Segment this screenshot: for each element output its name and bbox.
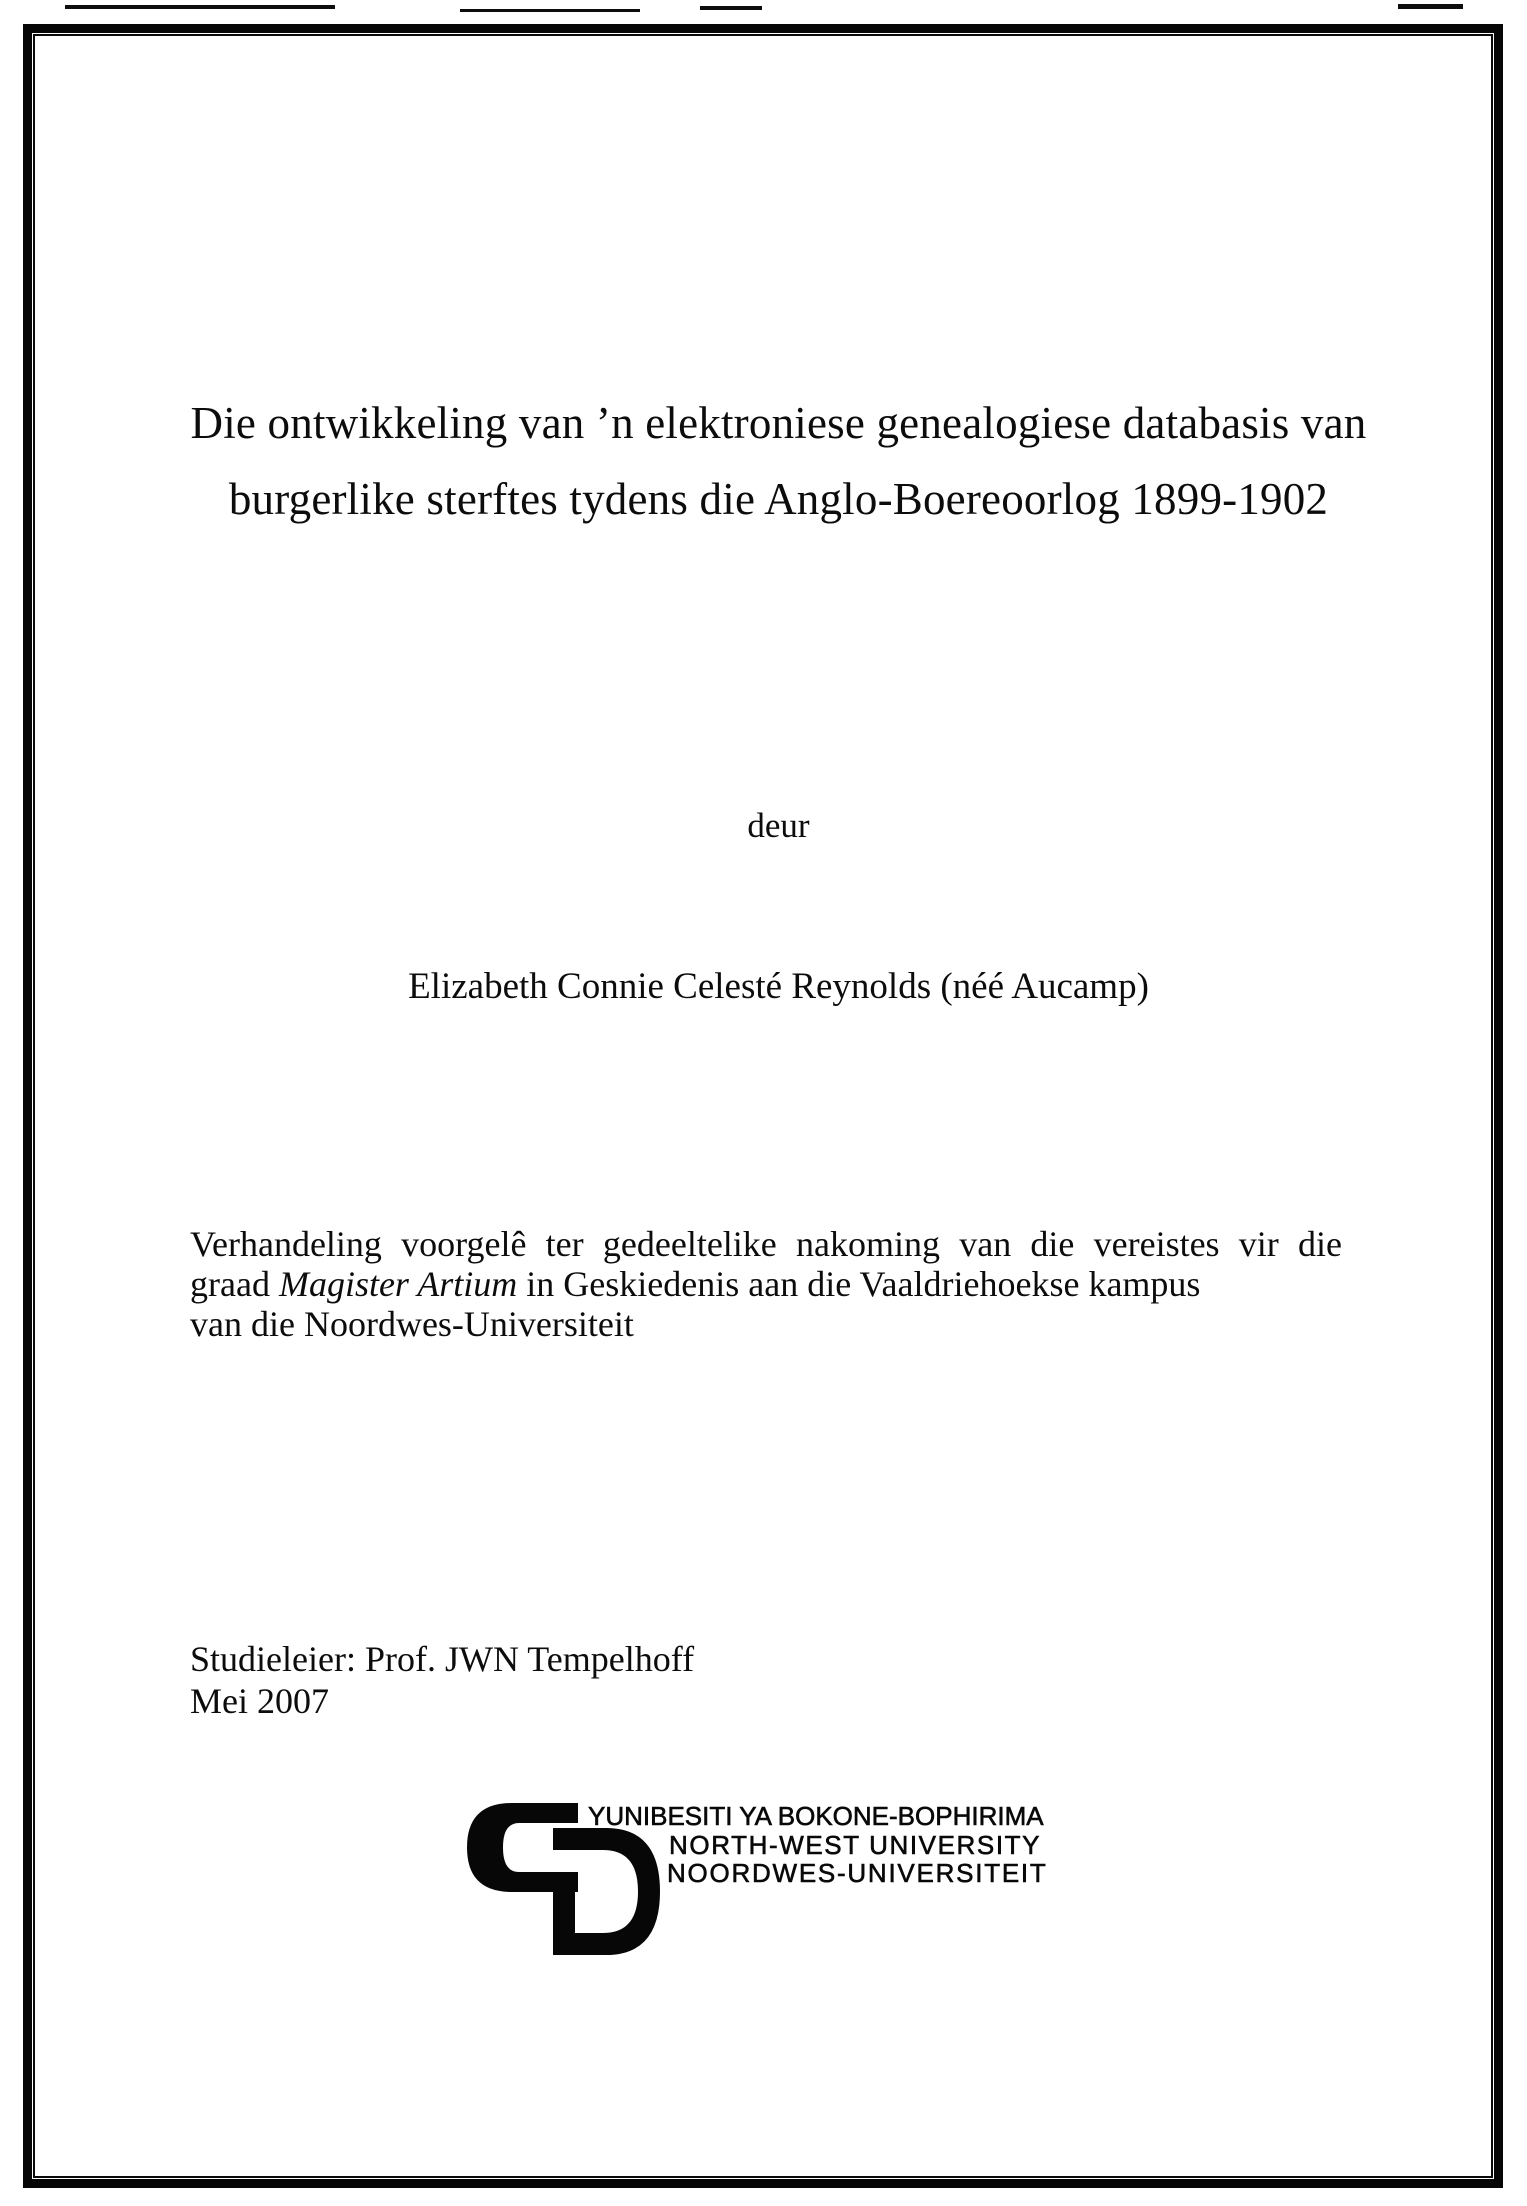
byline-label: deur xyxy=(747,806,810,845)
author-name: Elizabeth Connie Celesté Reynolds (néé Aucamp) xyxy=(408,966,1149,1007)
thesis-title-line2: burgerlike sterftes tydens die Anglo-Boereoorlog 1899-1902 xyxy=(228,474,1329,524)
supervisor-date-block xyxy=(190,1638,694,1722)
declaration-line1: Verhandeling voorgelê ter gedeeltelike nakoming van die vereistes vir die xyxy=(190,1224,1342,1264)
nwu-logo-line-afrikaans: NOORDWES-UNIVERSITEIT xyxy=(667,1858,1048,1888)
scan-artifact xyxy=(1398,4,1463,9)
date-line: Mei 2007 xyxy=(190,1681,329,1721)
scan-artifact xyxy=(65,5,335,9)
scan-artifact xyxy=(460,9,640,12)
degree-name-italic: Magister Artium xyxy=(278,1264,518,1304)
nwu-logo-line-setswana: YUNIBESITI YA BOKONE-BOPHIRIMA xyxy=(588,1801,1044,1831)
declaration-line3: van die Noordwes-Universiteit xyxy=(190,1304,634,1344)
declaration-line2 xyxy=(190,1264,1342,1304)
thesis-title-line1: Die ontwikkeling van ’n elektroniese genealogiese databasis van xyxy=(190,398,1367,448)
declaration-line2-post: in Geskiedenis aan die Vaaldriehoekse kampus xyxy=(517,1264,1201,1304)
degree-declaration xyxy=(190,1224,1342,1344)
scan-artifact xyxy=(700,6,762,10)
declaration-line2-pre: graad xyxy=(190,1264,279,1304)
nwu-logo-wordmark xyxy=(588,1802,1048,1888)
thesis-title xyxy=(30,385,1527,537)
supervisor-line: Studieleier: Prof. JWN Tempelhoff xyxy=(190,1639,695,1679)
nwu-logo-line-english: NORTH-WEST UNIVERSITY xyxy=(669,1829,1042,1860)
